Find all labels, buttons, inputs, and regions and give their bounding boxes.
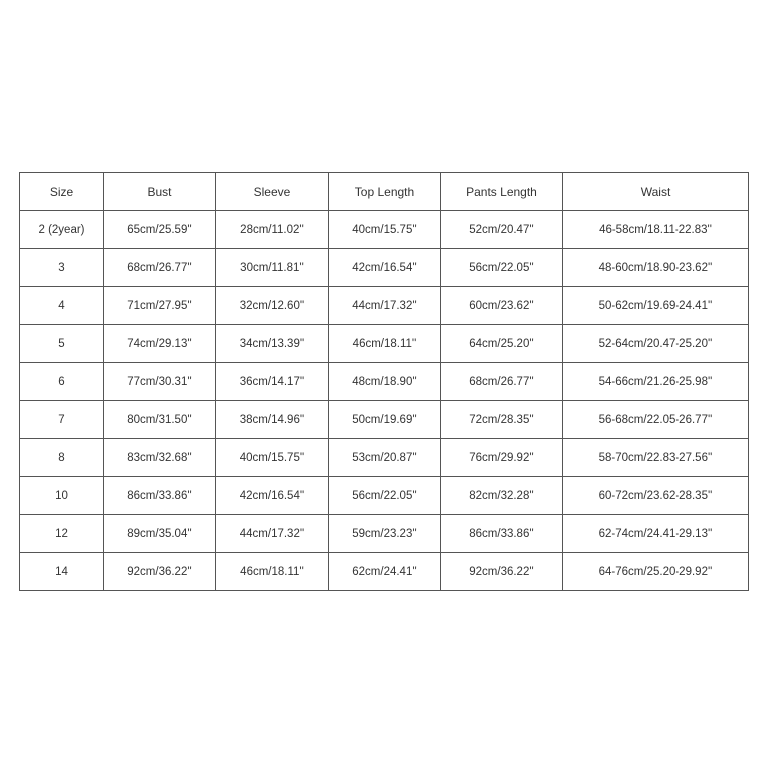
cell-pants-length: 60cm/23.62'': [441, 287, 563, 325]
cell-size: 12: [20, 515, 104, 553]
header-pants-length: Pants Length: [441, 173, 563, 211]
cell-bust: 71cm/27.95'': [104, 287, 216, 325]
table-row: [20, 211, 749, 249]
header-top-length: Top Length: [329, 173, 441, 211]
cell-top-length: 40cm/15.75'': [329, 211, 441, 249]
table-row: [20, 287, 749, 325]
header-bust: Bust: [104, 173, 216, 211]
cell-pants-length: 92cm/36.22'': [441, 553, 563, 591]
cell-bust: 65cm/25.59'': [104, 211, 216, 249]
table-body: [20, 211, 749, 591]
cell-waist: 46-58cm/18.11-22.83'': [563, 211, 749, 249]
table-row: [20, 363, 749, 401]
cell-pants-length: 68cm/26.77'': [441, 363, 563, 401]
cell-size: 8: [20, 439, 104, 477]
cell-size: 3: [20, 249, 104, 287]
cell-pants-length: 56cm/22.05'': [441, 249, 563, 287]
header-sleeve: Sleeve: [216, 173, 329, 211]
cell-size: 2 (2year): [20, 211, 104, 249]
table-row: [20, 477, 749, 515]
cell-top-length: 46cm/18.11'': [329, 325, 441, 363]
cell-size: 7: [20, 401, 104, 439]
cell-top-length: 50cm/19.69'': [329, 401, 441, 439]
cell-size: 4: [20, 287, 104, 325]
cell-waist: 56-68cm/22.05-26.77'': [563, 401, 749, 439]
cell-top-length: 56cm/22.05'': [329, 477, 441, 515]
table-row: [20, 401, 749, 439]
cell-bust: 92cm/36.22'': [104, 553, 216, 591]
cell-pants-length: 72cm/28.35'': [441, 401, 563, 439]
cell-bust: 86cm/33.86'': [104, 477, 216, 515]
size-chart-table: [19, 172, 749, 591]
cell-top-length: 62cm/24.41'': [329, 553, 441, 591]
table-header: [20, 173, 749, 211]
cell-sleeve: 44cm/17.32'': [216, 515, 329, 553]
table-row: [20, 325, 749, 363]
cell-pants-length: 86cm/33.86'': [441, 515, 563, 553]
cell-top-length: 59cm/23.23'': [329, 515, 441, 553]
cell-sleeve: 46cm/18.11'': [216, 553, 329, 591]
cell-waist: 48-60cm/18.90-23.62'': [563, 249, 749, 287]
table-row: [20, 439, 749, 477]
cell-waist: 54-66cm/21.26-25.98'': [563, 363, 749, 401]
cell-sleeve: 32cm/12.60'': [216, 287, 329, 325]
table-row: [20, 249, 749, 287]
cell-bust: 89cm/35.04'': [104, 515, 216, 553]
cell-size: 5: [20, 325, 104, 363]
table-row: [20, 515, 749, 553]
cell-waist: 62-74cm/24.41-29.13'': [563, 515, 749, 553]
cell-pants-length: 82cm/32.28'': [441, 477, 563, 515]
cell-waist: 52-64cm/20.47-25.20'': [563, 325, 749, 363]
cell-waist: 50-62cm/19.69-24.41'': [563, 287, 749, 325]
cell-sleeve: 40cm/15.75'': [216, 439, 329, 477]
cell-sleeve: 36cm/14.17'': [216, 363, 329, 401]
cell-top-length: 42cm/16.54'': [329, 249, 441, 287]
cell-top-length: 48cm/18.90'': [329, 363, 441, 401]
header-waist: Waist: [563, 173, 749, 211]
cell-pants-length: 76cm/29.92'': [441, 439, 563, 477]
cell-waist: 64-76cm/25.20-29.92'': [563, 553, 749, 591]
cell-sleeve: 42cm/16.54'': [216, 477, 329, 515]
cell-top-length: 44cm/17.32'': [329, 287, 441, 325]
cell-pants-length: 52cm/20.47'': [441, 211, 563, 249]
cell-bust: 74cm/29.13'': [104, 325, 216, 363]
cell-size: 14: [20, 553, 104, 591]
header-size: Size: [20, 173, 104, 211]
header-row: [20, 173, 749, 211]
cell-bust: 80cm/31.50'': [104, 401, 216, 439]
cell-size: 10: [20, 477, 104, 515]
cell-pants-length: 64cm/25.20'': [441, 325, 563, 363]
cell-sleeve: 34cm/13.39'': [216, 325, 329, 363]
cell-waist: 60-72cm/23.62-28.35'': [563, 477, 749, 515]
cell-bust: 83cm/32.68'': [104, 439, 216, 477]
cell-bust: 77cm/30.31'': [104, 363, 216, 401]
cell-top-length: 53cm/20.87'': [329, 439, 441, 477]
table-row: [20, 553, 749, 591]
cell-sleeve: 28cm/11.02'': [216, 211, 329, 249]
cell-size: 6: [20, 363, 104, 401]
cell-waist: 58-70cm/22.83-27.56'': [563, 439, 749, 477]
cell-sleeve: 30cm/11.81'': [216, 249, 329, 287]
cell-bust: 68cm/26.77'': [104, 249, 216, 287]
cell-sleeve: 38cm/14.96'': [216, 401, 329, 439]
